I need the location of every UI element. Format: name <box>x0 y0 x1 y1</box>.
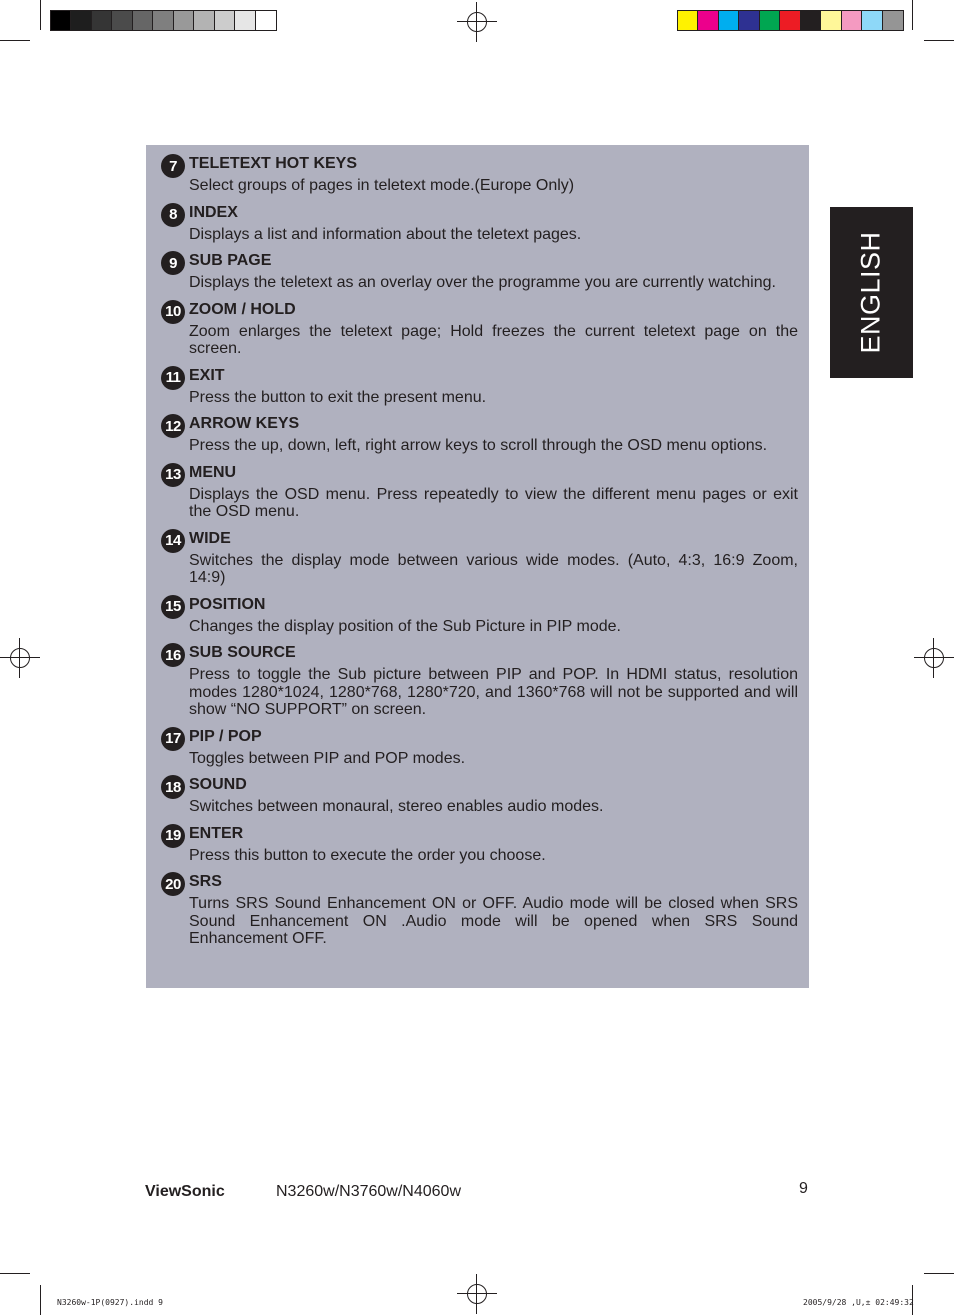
item-body <box>189 595 798 644</box>
item-description: Press this button to execute the order you choose. <box>189 846 546 864</box>
key-description-item <box>161 529 798 595</box>
color-swatch <box>883 11 903 30</box>
key-description-item <box>161 203 798 252</box>
print-slug-date: 2005/9/28 ,U,± 02:49:32 <box>803 1298 914 1307</box>
key-description-item <box>161 872 798 956</box>
color-swatch <box>719 11 739 30</box>
color-swatch <box>842 11 862 30</box>
item-description: Switches between monaural, stereo enables audio modes. <box>189 798 604 815</box>
item-body <box>189 872 798 956</box>
item-description: Switches the display mode between various wide modes. (Auto, 4:3, 16:9 Zoom, 14:9) <box>189 551 798 586</box>
language-tab-label: ENGLISH <box>856 231 887 354</box>
color-swatch <box>112 11 132 30</box>
item-number-badge: 11 <box>161 366 185 390</box>
item-description: Displays the teletext as an overlay over the programme you are currently watching. <box>189 274 776 291</box>
item-number-badge: 12 <box>161 414 185 438</box>
item-body <box>189 643 798 727</box>
key-description-item <box>161 824 798 873</box>
item-description: Turns SRS Sound Enhancement ON or OFF. Audio mode will be closed when SRS Sound Enhancement ON .Audio mode will be opened when SRS Sound Enhancement OFF. <box>189 895 798 947</box>
print-slug-file: N3260w-1P(0927).indd 9 <box>57 1298 163 1307</box>
key-description-item <box>161 366 798 415</box>
registration-mark-right <box>914 638 954 678</box>
item-number-badge: 7 <box>161 154 185 178</box>
item-title: POSITION <box>189 595 266 613</box>
key-description-item <box>161 595 798 644</box>
registration-mark-bottom <box>457 1274 497 1314</box>
color-swatch <box>92 11 112 30</box>
item-description: Displays the OSD menu. Press repeatedly to view the different menu pages or exit the OSD menu. <box>189 485 798 520</box>
page-number: 9 <box>799 1180 808 1197</box>
brand-name: ViewSonic <box>145 1183 225 1200</box>
item-body <box>189 463 798 529</box>
language-tab <box>830 207 913 378</box>
color-swatch <box>194 11 214 30</box>
item-number-badge: 16 <box>161 643 185 667</box>
item-number-badge: 8 <box>161 203 185 227</box>
color-swatch <box>739 11 759 30</box>
item-title: PIP / POP <box>189 727 262 745</box>
item-body <box>189 824 798 873</box>
item-description: Displays a list and information about the teletext pages. <box>189 225 582 243</box>
item-description: Press to toggle the Sub picture between PIP and POP. In HDMI status, resolution modes 1280*1024, 1280*768, 1280*720, and 1360*768 will not be supported and will show “NO SUPPORT” on screen. <box>189 666 798 718</box>
crop-mark <box>40 0 41 30</box>
color-swatch <box>760 11 780 30</box>
item-title: SRS <box>189 873 222 890</box>
item-title: MENU <box>189 463 237 481</box>
registration-mark-left <box>0 638 40 678</box>
color-swatch <box>256 11 276 30</box>
item-description: Select groups of pages in teletext mode.(Europe Only) <box>189 177 575 194</box>
color-swatch <box>862 11 882 30</box>
item-title: ZOOM / HOLD <box>189 300 296 318</box>
item-body <box>189 154 798 203</box>
grayscale-color-bar <box>50 10 277 31</box>
key-description-item <box>161 463 798 529</box>
key-description-item <box>161 154 798 203</box>
item-body <box>189 414 798 463</box>
key-description-item <box>161 251 798 300</box>
item-number-badge: 19 <box>161 824 185 848</box>
item-title: WIDE <box>189 529 231 547</box>
key-description-item <box>161 300 798 366</box>
color-swatch <box>51 11 71 30</box>
item-number-badge: 20 <box>161 872 185 896</box>
key-description-item <box>161 414 798 463</box>
crop-mark <box>924 1273 954 1274</box>
color-swatch <box>133 11 153 30</box>
color-swatch <box>780 11 800 30</box>
item-number-badge: 13 <box>161 463 185 487</box>
item-title: SOUND <box>189 776 247 793</box>
color-swatch <box>698 11 718 30</box>
item-title: SUB SOURCE <box>189 644 296 661</box>
item-body <box>189 366 798 415</box>
item-description: Toggles between PIP and POP modes. <box>189 749 466 767</box>
item-title: ARROW KEYS <box>189 415 300 432</box>
color-swatch <box>153 11 173 30</box>
item-number-badge: 17 <box>161 727 185 751</box>
item-number-badge: 9 <box>161 251 185 275</box>
color-swatch <box>821 11 841 30</box>
item-body <box>189 251 798 300</box>
item-title: INDEX <box>189 203 238 221</box>
item-description: Changes the display position of the Sub Picture in PIP mode. <box>189 617 621 635</box>
item-number-badge: 18 <box>161 775 185 799</box>
crop-mark <box>924 40 954 41</box>
item-title: EXIT <box>189 366 225 384</box>
key-description-item <box>161 775 798 824</box>
model-numbers: N3260w/N3760w/N4060w <box>276 1183 461 1200</box>
color-swatch <box>174 11 194 30</box>
item-body <box>189 529 798 595</box>
color-swatch <box>801 11 821 30</box>
crop-mark <box>912 0 913 30</box>
item-body <box>189 300 798 366</box>
crop-mark <box>0 1273 30 1274</box>
item-title: TELETEXT HOT KEYS <box>189 155 358 172</box>
key-description-item <box>161 643 798 727</box>
item-body <box>189 727 798 776</box>
item-body <box>189 775 798 824</box>
item-description: Zoom enlarges the teletext page; Hold freezes the current teletext page on the screen. <box>189 322 798 357</box>
item-description: Press the up, down, left, right arrow keys to scroll through the OSD menu options. <box>189 437 768 454</box>
color-swatch <box>235 11 255 30</box>
process-color-bar <box>677 10 904 31</box>
item-description: Press the button to exit the present menu. <box>189 388 487 406</box>
color-swatch <box>678 11 698 30</box>
key-description-item <box>161 727 798 776</box>
color-swatch <box>71 11 91 30</box>
item-number-badge: 14 <box>161 529 185 553</box>
item-title: ENTER <box>189 824 244 842</box>
color-swatch <box>215 11 235 30</box>
registration-mark-top <box>457 2 497 42</box>
item-number-badge: 10 <box>161 300 185 324</box>
remote-control-key-descriptions <box>146 145 809 988</box>
crop-mark <box>0 40 30 41</box>
item-title: SUB PAGE <box>189 252 272 269</box>
item-body <box>189 203 798 252</box>
item-number-badge: 15 <box>161 595 185 619</box>
crop-mark <box>40 1285 41 1315</box>
